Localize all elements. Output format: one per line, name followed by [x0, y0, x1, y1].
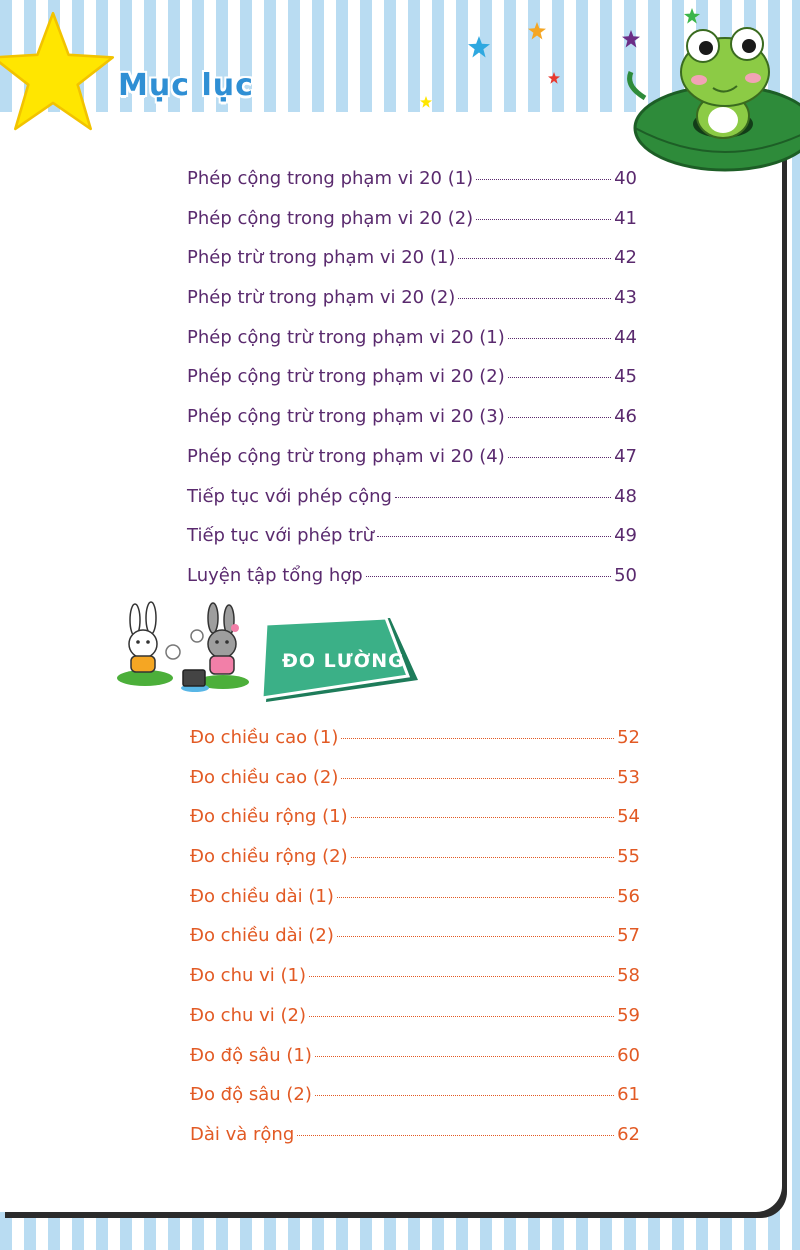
dot-leader — [297, 1135, 614, 1136]
dot-leader — [351, 817, 614, 818]
dot-leader — [377, 536, 611, 537]
toc-entry[interactable] — [190, 1045, 640, 1085]
toc-entry-page: 43 — [614, 287, 637, 309]
toc-entry-page: 42 — [614, 247, 637, 269]
measure-toc-list — [190, 727, 640, 1164]
toc-entry-label: Phép trừ trong phạm vi 20 (1) — [187, 247, 456, 269]
toc-entry-page: 52 — [617, 727, 640, 748]
toc-entry-page: 44 — [614, 326, 637, 348]
toc-entry[interactable] — [187, 486, 637, 526]
toc-entry-label: Dài và rộng — [190, 1123, 295, 1145]
dot-leader — [458, 258, 611, 259]
toc-entry[interactable] — [187, 366, 637, 406]
toc-entry-label: Phép trừ trong phạm vi 20 (2) — [187, 287, 456, 309]
dot-leader — [476, 179, 611, 180]
toc-entry[interactable] — [187, 565, 637, 605]
toc-entry[interactable] — [190, 806, 640, 846]
toc-entry[interactable] — [190, 767, 640, 807]
toc-entry-page: 50 — [614, 564, 637, 586]
toc-entry-page: 47 — [614, 445, 637, 467]
dot-leader — [309, 1016, 614, 1017]
dot-leader — [315, 1056, 614, 1057]
star-icon — [0, 8, 118, 138]
dot-leader — [476, 219, 611, 220]
small-star-icon — [548, 72, 560, 84]
toc-entry-label: Phép cộng trừ trong phạm vi 20 (2) — [187, 366, 505, 388]
dot-leader — [341, 738, 614, 739]
toc-entry-label: Phép cộng trong phạm vi 20 (2) — [187, 207, 474, 229]
toc-entry-page: 58 — [617, 965, 640, 987]
toc-entry[interactable] — [190, 1124, 640, 1164]
bunnies-illustration — [105, 600, 265, 695]
toc-entry-label: Đo chu vi (1) — [190, 965, 306, 987]
toc-entry[interactable] — [190, 846, 640, 886]
toc-entry[interactable] — [187, 168, 637, 208]
toc-entry[interactable] — [187, 208, 637, 248]
dot-leader — [508, 338, 611, 339]
small-star-icon — [468, 36, 490, 58]
toc-entry-page: 56 — [617, 885, 640, 907]
toc-entry[interactable] — [187, 287, 637, 327]
toc-entry-label: Luyện tập tổng hợp — [187, 564, 363, 586]
toc-entry-label: Đo độ sâu (1) — [190, 1044, 312, 1066]
toc-entry-page: 55 — [617, 846, 640, 868]
toc-entry-page: 59 — [617, 1004, 640, 1026]
toc-entry-label: Phép cộng trừ trong phạm vi 20 (4) — [187, 445, 505, 467]
dot-leader — [508, 457, 611, 458]
dot-leader — [458, 298, 611, 299]
page-title: Mục lục — [118, 68, 254, 103]
toc-entry-label: Phép cộng trừ trong phạm vi 20 (1) — [187, 326, 505, 348]
dot-leader — [337, 936, 614, 937]
toc-entry[interactable] — [190, 1084, 640, 1124]
dot-leader — [337, 897, 614, 898]
toc-entry-label: Đo chiều dài (1) — [190, 885, 334, 907]
toc-entry-label: Đo chiều rộng (1) — [190, 806, 348, 828]
toc-entry-page: 49 — [614, 525, 637, 547]
toc-entry-page: 46 — [614, 406, 637, 428]
toc-entry-page: 45 — [614, 366, 637, 388]
dot-leader — [351, 857, 614, 858]
toc-entry-label: Đo độ sâu (2) — [190, 1084, 312, 1106]
toc-entry[interactable] — [190, 925, 640, 965]
dot-leader — [315, 1095, 614, 1096]
toc-entry[interactable] — [187, 406, 637, 446]
toc-entry[interactable] — [190, 1005, 640, 1045]
dot-leader — [395, 497, 611, 498]
dot-leader — [341, 778, 614, 779]
toc-entry-label: Tiếp tục với phép trừ — [187, 525, 375, 547]
section-title: ĐO LƯỜNG — [282, 650, 405, 672]
toc-entry-page: 57 — [617, 925, 640, 947]
dot-leader — [508, 417, 611, 418]
toc-entry-label: Đo chiều rộng (2) — [190, 846, 348, 868]
toc-entry-page: 61 — [617, 1084, 640, 1106]
dot-leader — [508, 377, 611, 378]
toc-entry-page: 40 — [614, 168, 637, 189]
toc-entry-label: Phép cộng trừ trong phạm vi 20 (3) — [187, 406, 505, 428]
dot-leader — [366, 576, 611, 577]
toc-entry-label: Đo chiều cao (1) — [190, 727, 339, 748]
toc-entry-label: Tiếp tục với phép cộng — [187, 485, 392, 507]
math-toc-list — [187, 168, 637, 605]
toc-entry-page: 54 — [617, 806, 640, 828]
toc-entry[interactable] — [190, 965, 640, 1005]
toc-entry-label: Đo chiều cao (2) — [190, 766, 339, 788]
toc-entry[interactable] — [187, 247, 637, 287]
small-star-icon — [528, 22, 546, 40]
dot-leader — [309, 976, 614, 977]
toc-entry[interactable] — [187, 446, 637, 486]
toc-entry-page: 62 — [617, 1123, 640, 1145]
toc-entry-label: Đo chiều dài (2) — [190, 925, 334, 947]
toc-entry[interactable] — [190, 886, 640, 926]
frog-illustration — [615, 6, 800, 176]
toc-entry[interactable] — [187, 327, 637, 367]
toc-entry[interactable] — [187, 525, 637, 565]
toc-entry-page: 41 — [614, 207, 637, 229]
small-star-icon — [420, 96, 432, 108]
toc-entry-page: 48 — [614, 485, 637, 507]
toc-entry[interactable] — [190, 727, 640, 767]
toc-entry-page: 53 — [617, 766, 640, 788]
toc-entry-label: Phép cộng trong phạm vi 20 (1) — [187, 168, 474, 189]
toc-entry-page: 60 — [617, 1044, 640, 1066]
toc-entry-label: Đo chu vi (2) — [190, 1004, 306, 1026]
